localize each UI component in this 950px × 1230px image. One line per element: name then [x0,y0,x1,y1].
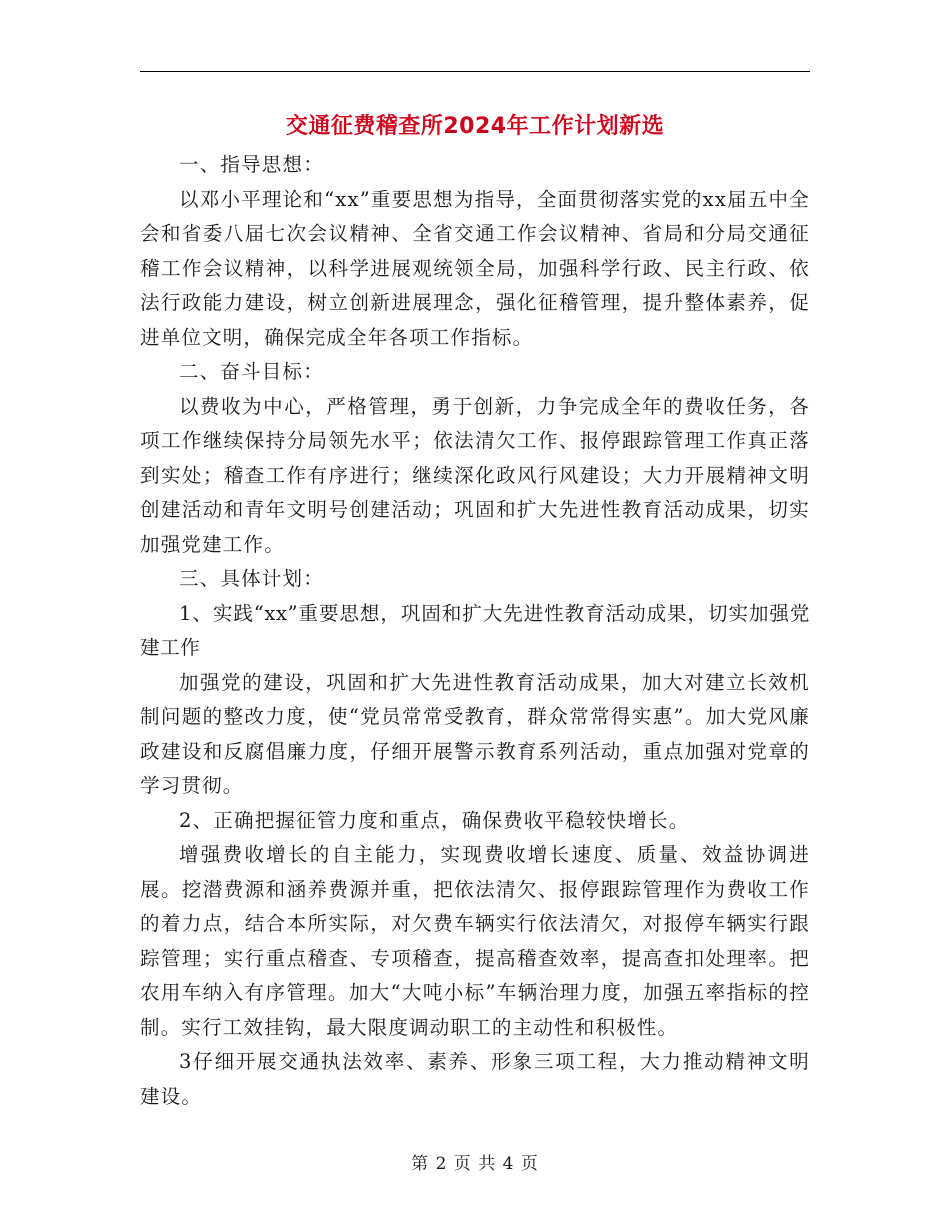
paragraph-goals: 以费收为中心，严格管理，勇于创新，力争完成全年的费收任务，各项工作继续保持分局领先水平；依法清欠工作、报停跟踪管理工作真正落到实处；稽查工作有序进行；继续深化政风行风建设；大力开展精神文明创建活动和青年文明号创建活动；巩固和扩大先进性教育活动成果，切实加强党建工作。 [140,394,810,556]
plan-item-3-heading: 3仔细开展交通执法效率、素养、形象三项工程，大力推动精神文明建设。 [140,1050,810,1108]
plan-item-2-body: 增强费收增长的自主能力，实现费收增长速度、质量、效益协调进展。挖潜费源和涵养费源并重，把依法清欠、报停跟踪管理作为费收工作的着力点，结合本所实际，对欠费车辆实行依法清欠，对报停车辆实行跟踪管理；实行重点稽查、专项稽查，提高稽查效率，提高查扣处理率。把农用车纳入有序管理。加大“大吨小标”车辆治理力度，加强五率指标的控制。实行工效挂钩，最大限度调动职工的主动性和积极性。 [140,843,810,1039]
plan-item-1-body: 加强党的建设，巩固和扩大先进性教育活动成果，加大对建立长效机制问题的整改力度，使“党员常常受教育，群众常常得实惠”。加大党风廉政建设和反腐倡廉力度，仔细开展警示教育系列活动，重点加强对党章的学习贯彻。 [140,670,810,797]
document-title: 交通征费稽查所2024年工作计划新选 [285,114,665,139]
paragraph-guiding-thought: 以邓小平理论和“xx”重要思想为指导，全面贯彻落实党的xx届五中全会和省委八届七次会议精神、全省交通工作会议精神、省局和分局交通征稽工作会议精神，以科学进展观统领全局，加强科学行政、民主行政、依法行政能力建设，树立创新进展理念，强化征稽管理，提升整体素养，促进单位文明，确保完成全年各项工作指标。 [140,187,810,349]
section-heading-guiding-thought: 一、指导思想： [179,153,324,176]
plan-item-2-heading: 2、正确把握征管力度和重点，确保费收平稳较快增长。 [179,808,690,832]
section-heading-specific-plan: 三、具体计划： [179,567,324,590]
document-body [140,148,810,1114]
section-heading-goals: 二、奋斗目标： [179,360,324,383]
plan-item-1-heading: 1、实践“xx”重要思想，巩固和扩大先进性教育活动成果，切实加强党建工作 [140,601,810,659]
header-rule [140,71,810,72]
page-footer: 第 2 页 共 4 页 [411,1154,539,1174]
